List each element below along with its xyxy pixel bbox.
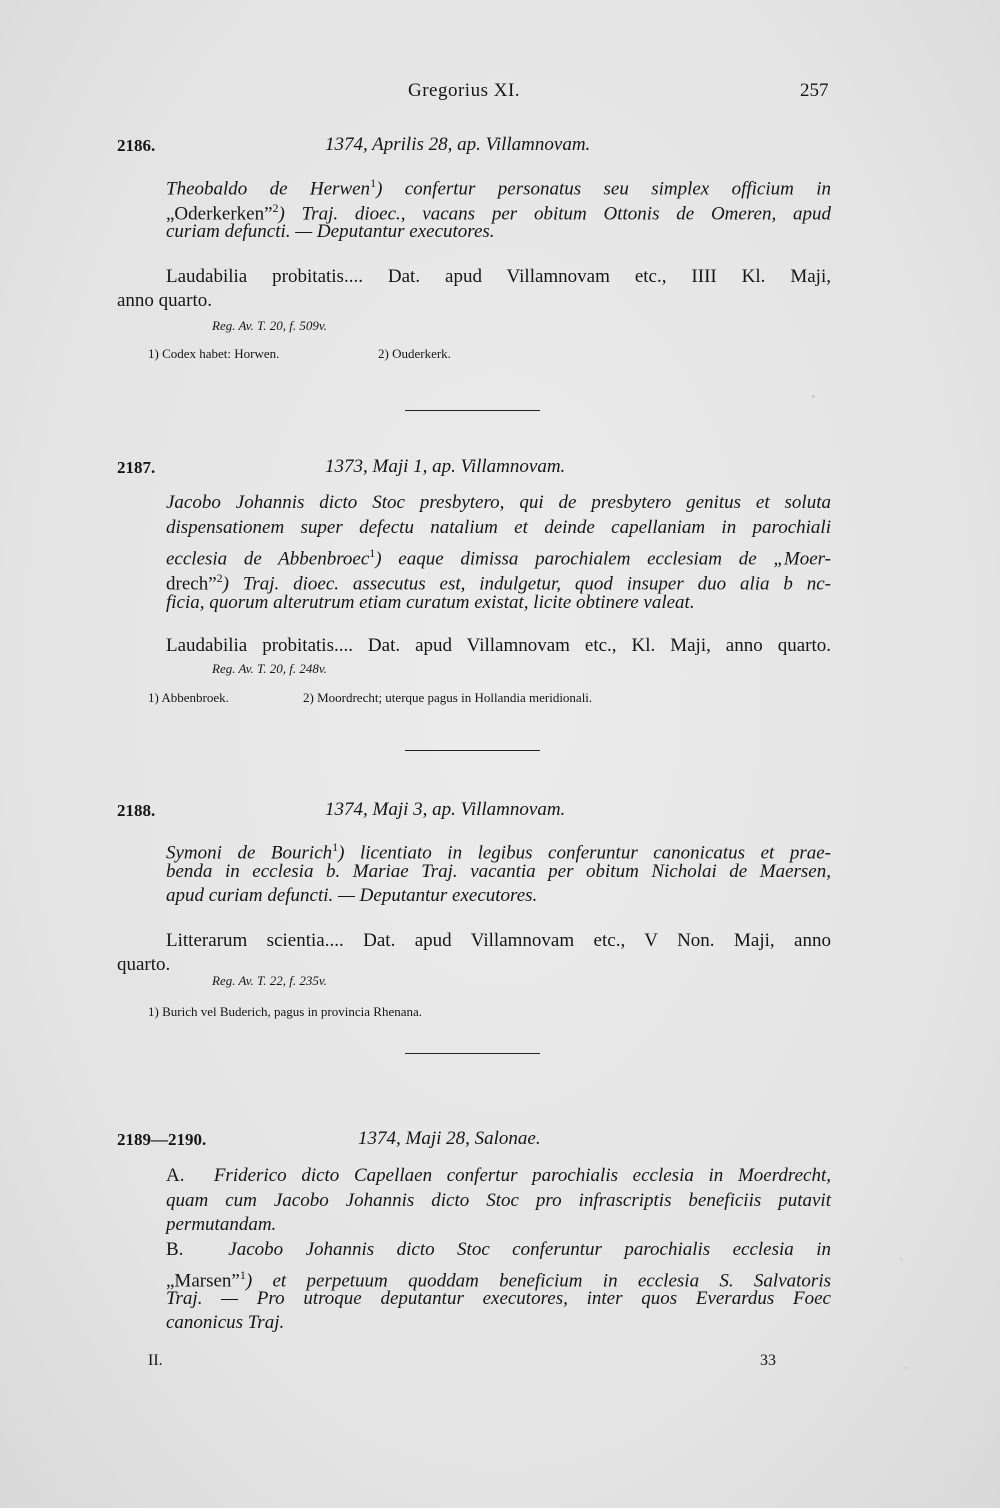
entry-2189-part-a-line-1: A. Friderico dicto Capellaen confertur parochialis ecclesia in Moerdrecht, bbox=[166, 1165, 831, 1186]
entry-2186-footnote-1: 1) Codex habet: Horwen. bbox=[148, 346, 280, 361]
entry-2188-formula: Litterarum scientia.... Dat. apud Villamnovam etc., V Non. Maji, anno bbox=[166, 930, 831, 951]
entry-2190-part-b-line-1: B. Jacobo Johannis dicto Stoc conferuntur parochialis ecclesia in bbox=[166, 1239, 832, 1260]
entry-number-2187: 2187. bbox=[117, 458, 156, 477]
entry-2186-formula-cont: anno quarto. bbox=[117, 290, 212, 311]
entry-2188-reference: Reg. Av. T. 22, f. 235v. bbox=[212, 973, 327, 988]
entry-number-2186: 2186. bbox=[117, 136, 156, 155]
section-divider bbox=[405, 750, 540, 751]
entry-2187-formula: Laudabilia probitatis.... Dat. apud Villamnovam etc., Kl. Maji, anno quarto. bbox=[166, 635, 831, 656]
entry-2188-text-line-1: Symoni de Bourich$^1$) licentiato in legibus conferuntur canonicatus et prae- bbox=[166, 840, 831, 864]
entry-2188-footnote-1: 1) Burich vel Buderich, pagus in provincia Rhenana. bbox=[148, 1004, 423, 1019]
signature-mark: 33 bbox=[760, 1352, 776, 1369]
page-number: 257 bbox=[800, 80, 829, 101]
entry-2188-text-line-3: apud curiam defuncti. — Deputantur executores. bbox=[166, 885, 538, 906]
entry-2186-text-line-1: Theobaldo de Herwen$^1$) confertur personatus seu simplex officium in bbox=[166, 176, 831, 200]
volume-mark: II. bbox=[148, 1352, 163, 1369]
entry-2186-reference: Reg. Av. T. 20, f. 509v. bbox=[212, 318, 327, 333]
entry-2187-text-line-3: ecclesia de Abbenbroec$^1$) eaque dimissa parochialem ecclesiam de „Moer- bbox=[166, 546, 831, 570]
entry-2187-footnote-2: 2) Moordrecht; uterque pagus in Hollandia meridionali. bbox=[303, 690, 593, 705]
entry-2187-text-line-4: drech”$^2$) Traj. dioec. assecutus est, indulgetur, quod insuper duo alia b nc- bbox=[166, 571, 831, 595]
entry-2187-text-line-2: dispensationem super defectu natalium et deinde capellaniam in parochiali bbox=[166, 517, 831, 538]
scan-speck bbox=[905, 1367, 907, 1369]
scan-speck bbox=[900, 1258, 902, 1260]
entry-date-2189-2190: 1374, Maji 28, Salonae. bbox=[358, 1128, 541, 1149]
section-divider bbox=[405, 410, 540, 411]
entry-2189-part-a-line-3: permutandam. bbox=[166, 1214, 277, 1235]
section-divider bbox=[405, 1053, 540, 1054]
entry-2190-part-b-line-4: canonicus Traj. bbox=[166, 1312, 285, 1333]
entry-2187-text-line-1: Jacobo Johannis dicto Stoc presbytero, qui de presbytero genitus et soluta bbox=[166, 492, 831, 513]
entry-2188-formula-cont: quarto. bbox=[117, 954, 171, 975]
entry-2187-footnote-1: 1) Abbenbroek. bbox=[148, 690, 229, 705]
entry-date-2188: 1374, Maji 3, ap. Villamnovam. bbox=[325, 799, 566, 820]
entry-date-2187: 1373, Maji 1, ap. Villamnovam. bbox=[325, 456, 566, 477]
entry-2188-text-line-2: benda in ecclesia b. Mariae Traj. vacantia per obitum Nicholai de Maersen, bbox=[166, 861, 831, 882]
entry-2186-text-line-2: „Oderkerken”$^2$) Traj. dioec., vacans per obitum Ottonis de Omeren, apud bbox=[166, 201, 831, 225]
running-title: Gregorius XI. bbox=[408, 80, 521, 101]
entry-2186-formula: Laudabilia probitatis.... Dat. apud Villamnovam etc., IIII Kl. Maji, bbox=[166, 266, 831, 287]
entry-number-2189-2190: 2189—2190. bbox=[117, 1130, 207, 1149]
entry-2190-part-b-line-3: Traj. — Pro utroque deputantur executores, inter quos Everardus Foec bbox=[166, 1288, 831, 1309]
entry-2186-text-line-3: curiam defuncti. — Deputantur executores. bbox=[166, 221, 495, 242]
entry-date-2186: 1374, Aprilis 28, ap. Villamnovam. bbox=[325, 134, 591, 155]
entry-number-2188: 2188. bbox=[117, 801, 156, 820]
entry-2189-part-a-line-2: quam cum Jacobo Johannis dicto Stoc pro infrascriptis beneficiis putavit bbox=[166, 1190, 831, 1211]
scan-speck bbox=[812, 395, 815, 398]
entry-2187-text-line-5: ficia, quorum alterutrum etiam curatum existat, licite obtinere valeat. bbox=[166, 592, 695, 613]
entry-2186-footnote-2: 2) Ouderkerk. bbox=[378, 346, 451, 361]
entry-2190-part-b-line-2: „Marsen”$^1$) et perpetuum quoddam beneficium in ecclesia S. Salvatoris bbox=[166, 1268, 831, 1292]
entry-2187-reference: Reg. Av. T. 20, f. 248v. bbox=[212, 661, 327, 676]
